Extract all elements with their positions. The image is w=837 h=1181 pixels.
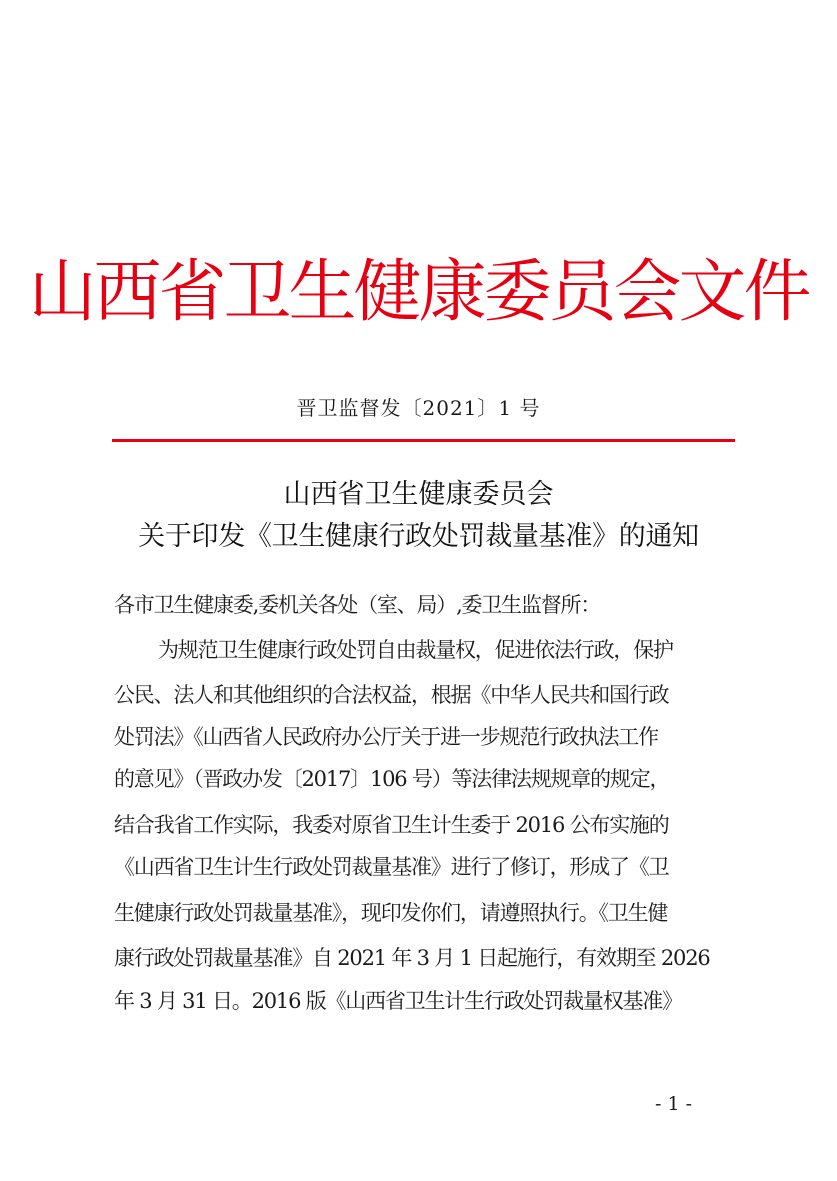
- document-number: 晋卫监督发〔2021〕1 号: [296, 396, 541, 420]
- body-text-line: 公民、法人和其他组织的合法权益，根据《中华人民共和国行政: [114, 683, 669, 707]
- body-text-line: 康行政处罚裁量基准》自 2021 年 3 月 1 日起施行，有效期至 2026: [114, 946, 710, 970]
- salutation: 各市卫生健康委,委机关各处（室、局）,委卫生监督所：: [114, 593, 601, 617]
- body-text-line: 结合我省工作实际，我委对原省卫生计生委于 2016 公布实施的: [114, 813, 669, 837]
- body-text-line: 为规范卫生健康行政处罚自由裁量权，促进依法行政，保护: [158, 638, 673, 662]
- body-text-line: 年 3 月 31 日。2016 版《山西省卫生计生行政处罚裁量权基准》: [114, 989, 682, 1013]
- body-text-line: 生健康行政处罚裁量基准》，现印发你们，请遵照执行。《卫生健: [114, 901, 668, 925]
- document-header-title: 山西省卫生健康委员会文件: [28, 253, 809, 332]
- notice-title-line-2: 关于印发《卫生健康行政处罚裁量基准》的通知: [138, 521, 699, 552]
- page-number: - 1 -: [655, 1093, 693, 1115]
- body-text-line: 《山西省卫生计生行政处罚裁量基准》进行了修订，形成了《卫: [114, 855, 669, 879]
- body-text-line: 处罚法》《山西省人民政府办公厅关于进一步规范行政执法工作: [114, 725, 658, 749]
- notice-title-line-1: 山西省卫生健康委员会: [283, 479, 554, 510]
- body-text-line: 的意见》（晋政办发〔2017〕106 号）等法律法规规章的规定，: [114, 767, 670, 791]
- header-red-divider: [112, 439, 735, 442]
